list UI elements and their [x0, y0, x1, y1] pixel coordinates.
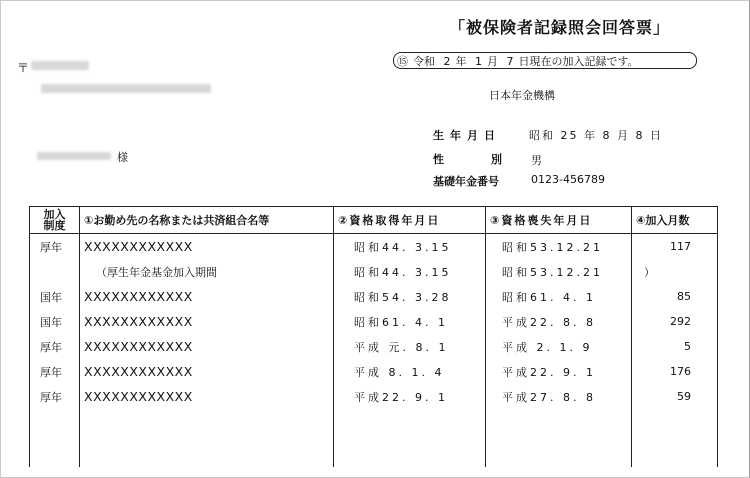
document-title: 「被保険者記録照会回答票」	[449, 18, 671, 37]
record-date-marker: ⑮	[397, 55, 408, 68]
table-row	[30, 309, 718, 334]
row-months: 117	[632, 234, 718, 260]
row-system	[30, 259, 80, 284]
birth-date-label: 生年月日	[433, 129, 501, 142]
row-employer-name: XXXXXXXXXXXX	[80, 359, 334, 384]
record-date-month-unit: 月	[487, 55, 498, 68]
redacted-address	[41, 84, 211, 93]
enrollment-record-table	[29, 206, 718, 467]
table-row	[30, 234, 718, 260]
row-employer-name: XXXXXXXXXXXX	[80, 284, 334, 309]
gender-value: 男	[531, 154, 542, 167]
row-acquired-date: 平成 元. 8. 1	[334, 334, 486, 359]
header-months: ④加入月数	[632, 207, 718, 234]
row-months: 292	[632, 309, 718, 334]
row-system: 国年	[30, 309, 80, 334]
table-row	[30, 359, 718, 384]
row-months: ）	[632, 259, 718, 284]
row-system: 厚年	[30, 359, 80, 384]
record-date-line	[393, 52, 697, 69]
table-empty-row	[30, 409, 718, 467]
record-date-year: 2	[443, 55, 451, 68]
redacted-postal-code	[31, 61, 89, 70]
record-date-era: 令和	[413, 55, 435, 68]
row-months: 85	[632, 284, 718, 309]
table-row	[30, 384, 718, 409]
record-date-day: 7	[506, 55, 514, 68]
header-acquisition-date: ②資格取得年月日	[334, 207, 486, 234]
record-date-month: 1	[475, 55, 482, 68]
row-system: 厚年	[30, 234, 80, 260]
birth-date-value: 昭和 25 年 8 月 8 日	[529, 129, 663, 142]
row-employer-name: XXXXXXXXXXXX	[80, 384, 334, 409]
table-row	[30, 334, 718, 359]
header-loss-date: ③資格喪失年月日	[486, 207, 632, 234]
pension-number-value: 0123-456789	[531, 173, 605, 186]
table-row	[30, 284, 718, 309]
table-row	[30, 259, 718, 284]
gender-label: 性 別	[433, 153, 520, 166]
row-lost-date: 平成27. 8. 8	[486, 384, 632, 409]
row-system: 厚年	[30, 384, 80, 409]
row-acquired-date: 平成 8. 1. 4	[334, 359, 486, 384]
row-months: 176	[632, 359, 718, 384]
table-header-row	[30, 207, 718, 234]
row-lost-date: 昭和61. 4. 1	[486, 284, 632, 309]
row-lost-date: 平成22. 8. 8	[486, 309, 632, 334]
row-acquired-date: 昭和44. 3.15	[334, 259, 486, 284]
record-date-year-unit: 年	[455, 55, 467, 68]
row-acquired-date: 昭和61. 4. 1	[334, 309, 486, 334]
organization-name: 日本年金機構	[489, 89, 555, 102]
row-employer-name: XXXXXXXXXXXX	[80, 309, 334, 334]
row-system: 厚年	[30, 334, 80, 359]
header-employer-name: ①お勤め先の名称または共済組合名等	[80, 207, 334, 234]
row-system: 国年	[30, 284, 80, 309]
row-employer-name: XXXXXXXXXXXX	[80, 234, 334, 260]
row-lost-date: 平成22. 9. 1	[486, 359, 632, 384]
redacted-recipient-name	[37, 152, 111, 160]
row-acquired-date: 昭和54. 3.28	[334, 284, 486, 309]
recipient-honorific: 様	[117, 151, 128, 164]
row-lost-date: 平成 2. 1. 9	[486, 334, 632, 359]
pension-number-label: 基礎年金番号	[433, 175, 499, 188]
row-lost-date: 昭和53.12.21	[486, 234, 632, 260]
row-lost-date: 昭和53.12.21	[486, 259, 632, 284]
row-months: 59	[632, 384, 718, 409]
postal-mark: 〒	[17, 61, 30, 75]
record-date-suffix: 日現在の加入記録です。	[518, 55, 639, 68]
row-employer-name: XXXXXXXXXXXX	[80, 334, 334, 359]
header-enrollment-system: 加入 制度	[30, 207, 80, 234]
row-acquired-date: 昭和44. 3.15	[334, 234, 486, 260]
row-months: 5	[632, 334, 718, 359]
row-employer-name: （厚生年金基金加入期間	[80, 259, 334, 284]
row-acquired-date: 平成22. 9. 1	[334, 384, 486, 409]
